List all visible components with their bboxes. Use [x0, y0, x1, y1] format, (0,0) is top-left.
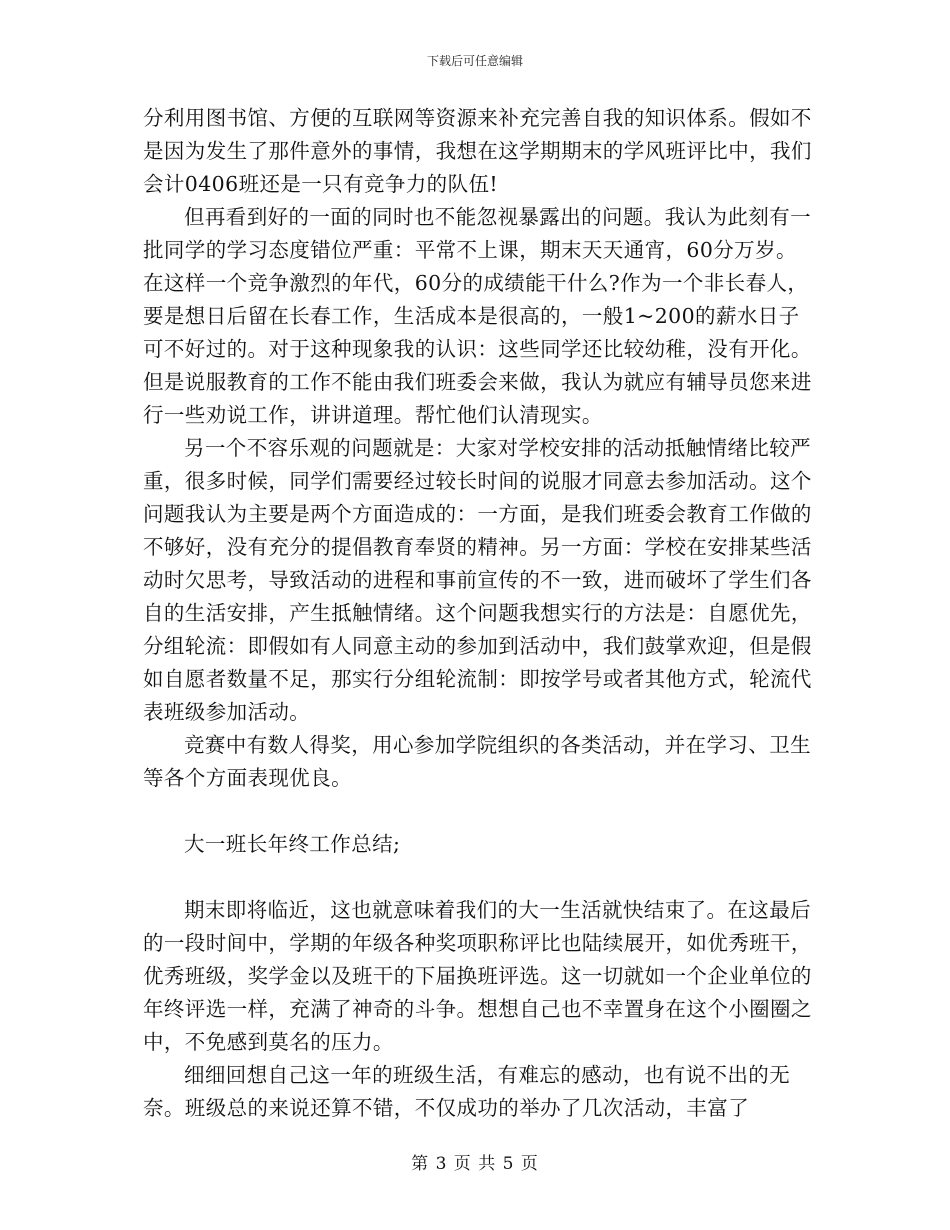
paragraph: 分利用图书馆、方便的互联网等资源来补充完善自我的知识体系。假如不是因为发生了那件意外的事情，我想在这学期期末的学风班评比中，我们会计0406班还是一只有竞争力的队伍!: [143, 106, 812, 196]
paragraph: 期末即将临近，这也就意味着我们的大一生活就快结束了。在这最后的一段时间中，学期的年级各种奖项职称评比也陆续展开，如优秀班干，优秀班级，奖学金以及班干的下届换班评选。这一切就如一个企业单位的年终评选一样，充满了神奇的斗争。想想自己也不幸置身在这个小圈圈之中，不免感到莫名的压力。: [143, 898, 812, 1054]
paragraph-gap: [143, 861, 813, 894]
page-number-footer: 第 3 页 共 5 页: [411, 1154, 539, 1174]
paragraph: 竞赛中有数人得奖，用心参加学院组织的各类活动，并在学习、卫生等各个方面表现优良。: [143, 733, 811, 790]
paragraph: 另一个不容乐观的问题就是：大家对学校安排的活动抵触情绪比较严重，很多时候，同学们需要经过较长时间的说服才同意去参加活动。这个问题我认为主要是两个方面造成的：一方面，是我们班委会教育工作做的不够好，没有充分的提倡教育奉贤的精神。另一方面：学校在安排某些活动时欠思考，导致活动的进程和事前宣传的不一致，进而破坏了学生们各自的生活安排，产生抵触情绪。这个问题我想实行的方法是：自愿优先，分组轮流：即假如有人同意主动的参加到活动中，我们鼓掌欢迎，但是假如自愿者数量不足，那实行分组轮流制：即按学号或者其他方式，轮流代表班级参加活动。: [143, 436, 812, 724]
paragraph: 细细回想自己这一年的班级生活，有难忘的感动，也有说不出的无奈。班级总的来说还算不错，不仅成功的举办了几次活动，丰富了: [143, 1063, 791, 1120]
page-header: 下载后可任意编辑: [426, 54, 523, 68]
paragraph: 但再看到好的一面的同时也不能忽视暴露出的问题。我认为此刻有一批同学的学习态度错位严重：平常不上课，期末天天通宵，60分万岁。在这样一个竞争激烈的年代，60分的成绩能干什么?作为一个非长春人，要是想日后留在长春工作，生活成本是很高的，一般1~200的薪水日子可不好过的。对于这种现象我的认识：这些同学还比较幼稚，没有开化。但是说服教育的工作不能由我们班委会来做，我认为就应有辅导员您来进行一些劝说工作，讲讲道理。帮忙他们认清现实。: [143, 205, 812, 427]
document-body: [143, 102, 813, 1125]
section-heading: 大一班长年终工作总结;: [184, 832, 401, 856]
paragraph-gap: [143, 795, 813, 828]
